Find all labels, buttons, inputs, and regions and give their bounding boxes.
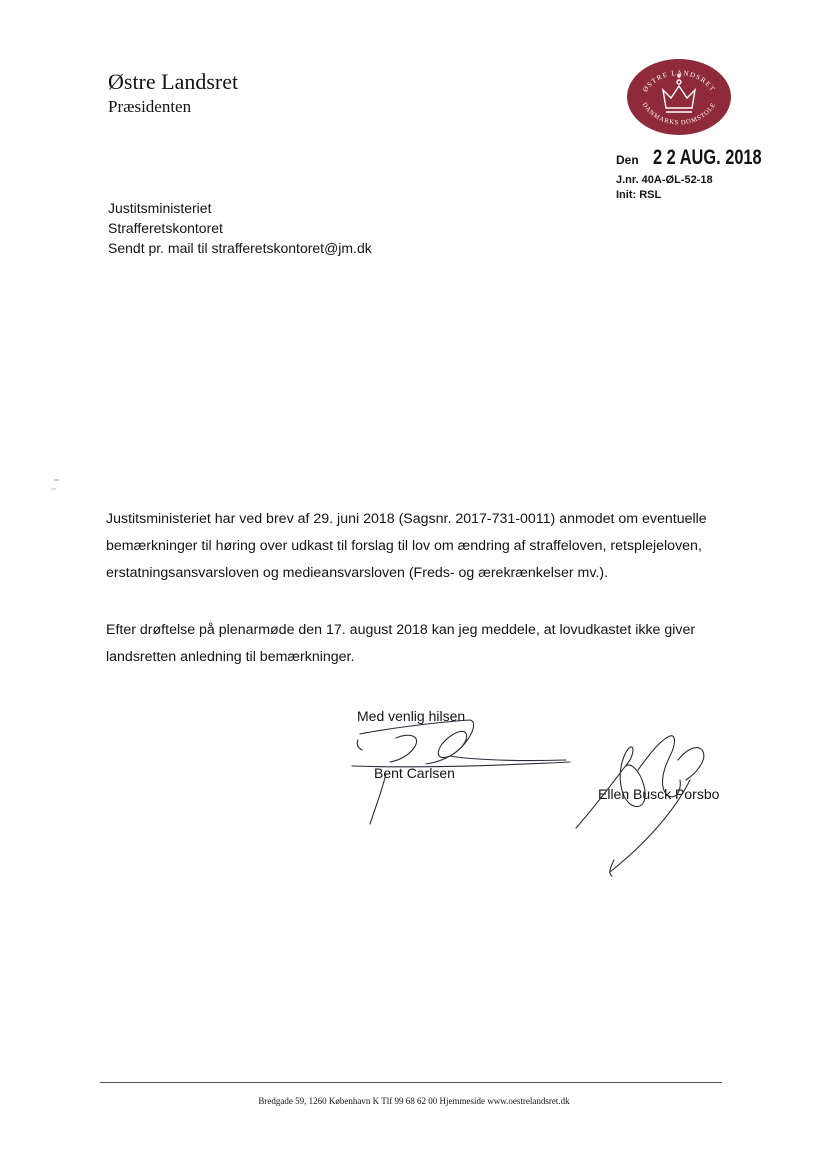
signer-name-1: Bent Carlsen [374, 765, 455, 781]
footer-rule [100, 1082, 722, 1083]
handwritten-signatures [330, 700, 750, 890]
recipient-line-3: Sendt pr. mail til strafferetskontoret@jm.dk [108, 240, 372, 256]
signature-bent-carlsen [352, 720, 570, 824]
date-line [616, 146, 792, 170]
closing-greeting: Med venlig hilsen [357, 708, 466, 724]
recipient-line-1: Justitsministeriet [108, 200, 212, 216]
body-line: Justitsministeriet har ved brev af 29. juni 2018 (Sagsnr. 2017-731-0011) anmodet om eventuelle [106, 511, 707, 527]
body-line: erstatningsansvarsloven og medieansvarsloven (Freds- og ærekrænkelser mv.). [106, 565, 609, 581]
journal-number: J.nr. 40A-ØL-52-18 [616, 174, 713, 186]
body-paragraph-1 [106, 506, 731, 587]
margin-mark [50, 478, 62, 492]
court-subtitle: Præsidenten [108, 97, 192, 116]
court-seal [626, 58, 732, 136]
body-line: Efter drøftelse på plenarmøde den 17. august 2018 kan jeg meddele, at lovudkastet ikke giver [106, 622, 696, 638]
recipient-line-2: Strafferetskontoret [108, 220, 223, 236]
body-line: bemærkninger til høring over udkast til forslag til lov om ændring af straffeloven, retsplejeloven, [106, 538, 702, 554]
signature-ellen-busck-porsbo [576, 736, 704, 876]
date-stamp: 2 2 AUG. 2018 [652, 146, 762, 169]
footer-address: Bredgade 59, 1260 København K Tlf 99 68 62 00 Hjemmeside www.oestrelandsret.dk [258, 1096, 570, 1106]
body-line: landsretten anledning til bemærkninger. [106, 649, 355, 665]
initials: Init: RSL [616, 189, 662, 201]
seal-bottom-text: DANMARKS DOMSTOLE [640, 101, 718, 127]
court-name: Østre Landsret [108, 69, 239, 94]
body-paragraph-2 [106, 617, 731, 671]
date-label: Den [616, 153, 639, 167]
seal-top-text: ØSTRE LANDSRET [641, 68, 717, 94]
signer-name-2: Ellen Busck Porsbo [598, 786, 720, 802]
